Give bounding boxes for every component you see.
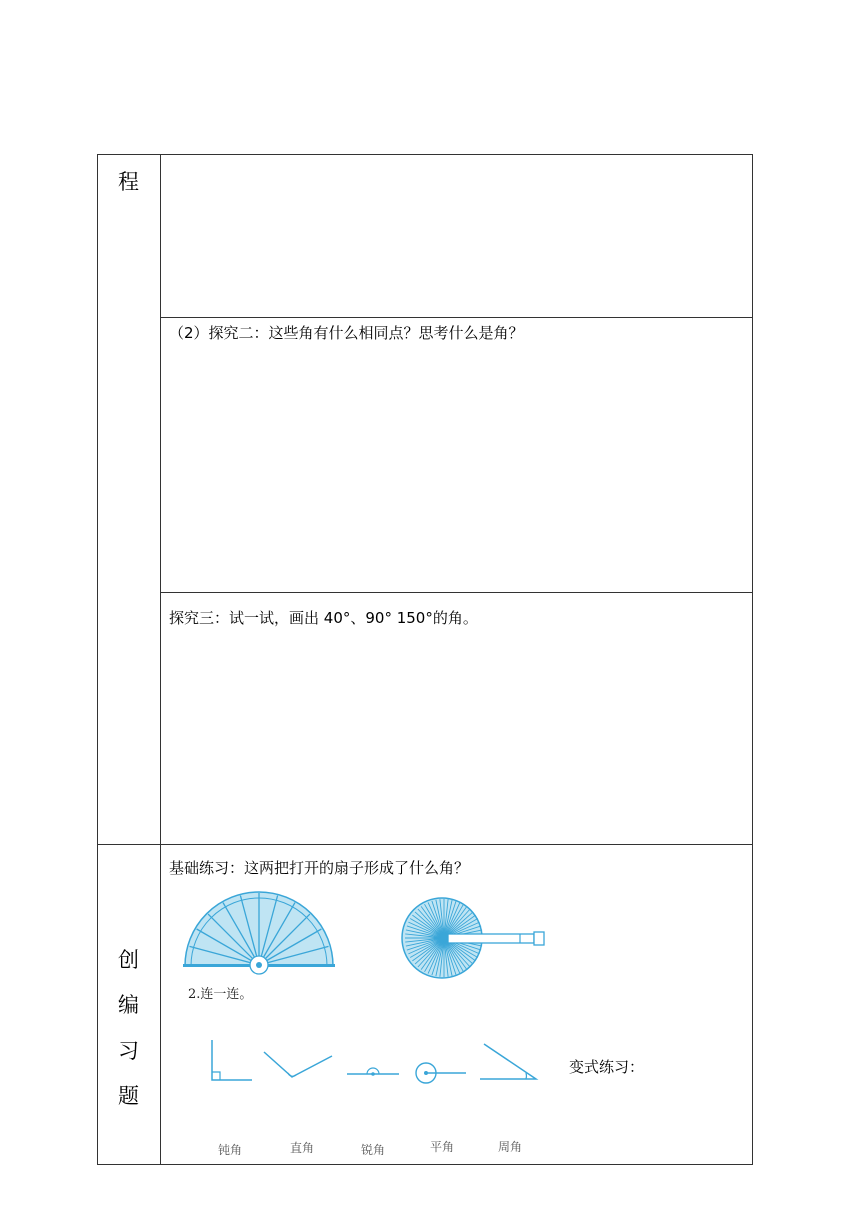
row-divider-2 — [160, 592, 753, 593]
fan-round-figure — [400, 894, 548, 982]
angle-name-full: 周角 — [498, 1140, 523, 1154]
angle-name-right: 直角 — [290, 1141, 315, 1155]
section-label-char-4: 题 — [118, 1084, 139, 1108]
section-label-char-1: 创 — [118, 948, 139, 972]
basic-practice-text: 基础练习：这两把打开的扇子形成了什么角？ — [169, 859, 470, 877]
section-label-process: 程 — [118, 170, 139, 194]
explore-2-text: （2）探究二：这些角有什么相同点？思考什么是角？ — [169, 324, 524, 342]
full-angle-figure — [414, 1060, 468, 1086]
table-column-divider — [160, 154, 161, 1165]
semicircle-angle-figure — [345, 1062, 401, 1078]
right-angle-figure — [208, 1038, 254, 1084]
connect-question-label: 2.连一连。 — [188, 987, 253, 1002]
angle-name-straight: 平角 — [430, 1140, 455, 1154]
row-divider-1 — [160, 317, 753, 318]
variant-practice-label: 变式练习： — [569, 1058, 645, 1076]
fan-half-figure — [183, 886, 335, 972]
section-label-char-3: 习 — [118, 1039, 139, 1063]
lesson-table — [97, 154, 753, 1165]
acute-angle-figure — [478, 1042, 540, 1082]
row-divider-3 — [97, 844, 753, 845]
section-label-char-2: 编 — [118, 993, 139, 1017]
explore-3-text: 探究三：试一试，画出 40°、90° 150°的角。 — [169, 609, 478, 627]
angle-name-acute: 锐角 — [361, 1143, 386, 1157]
angle-name-obtuse: 钝角 — [218, 1143, 243, 1157]
obtuse-angle-figure — [262, 1050, 334, 1080]
